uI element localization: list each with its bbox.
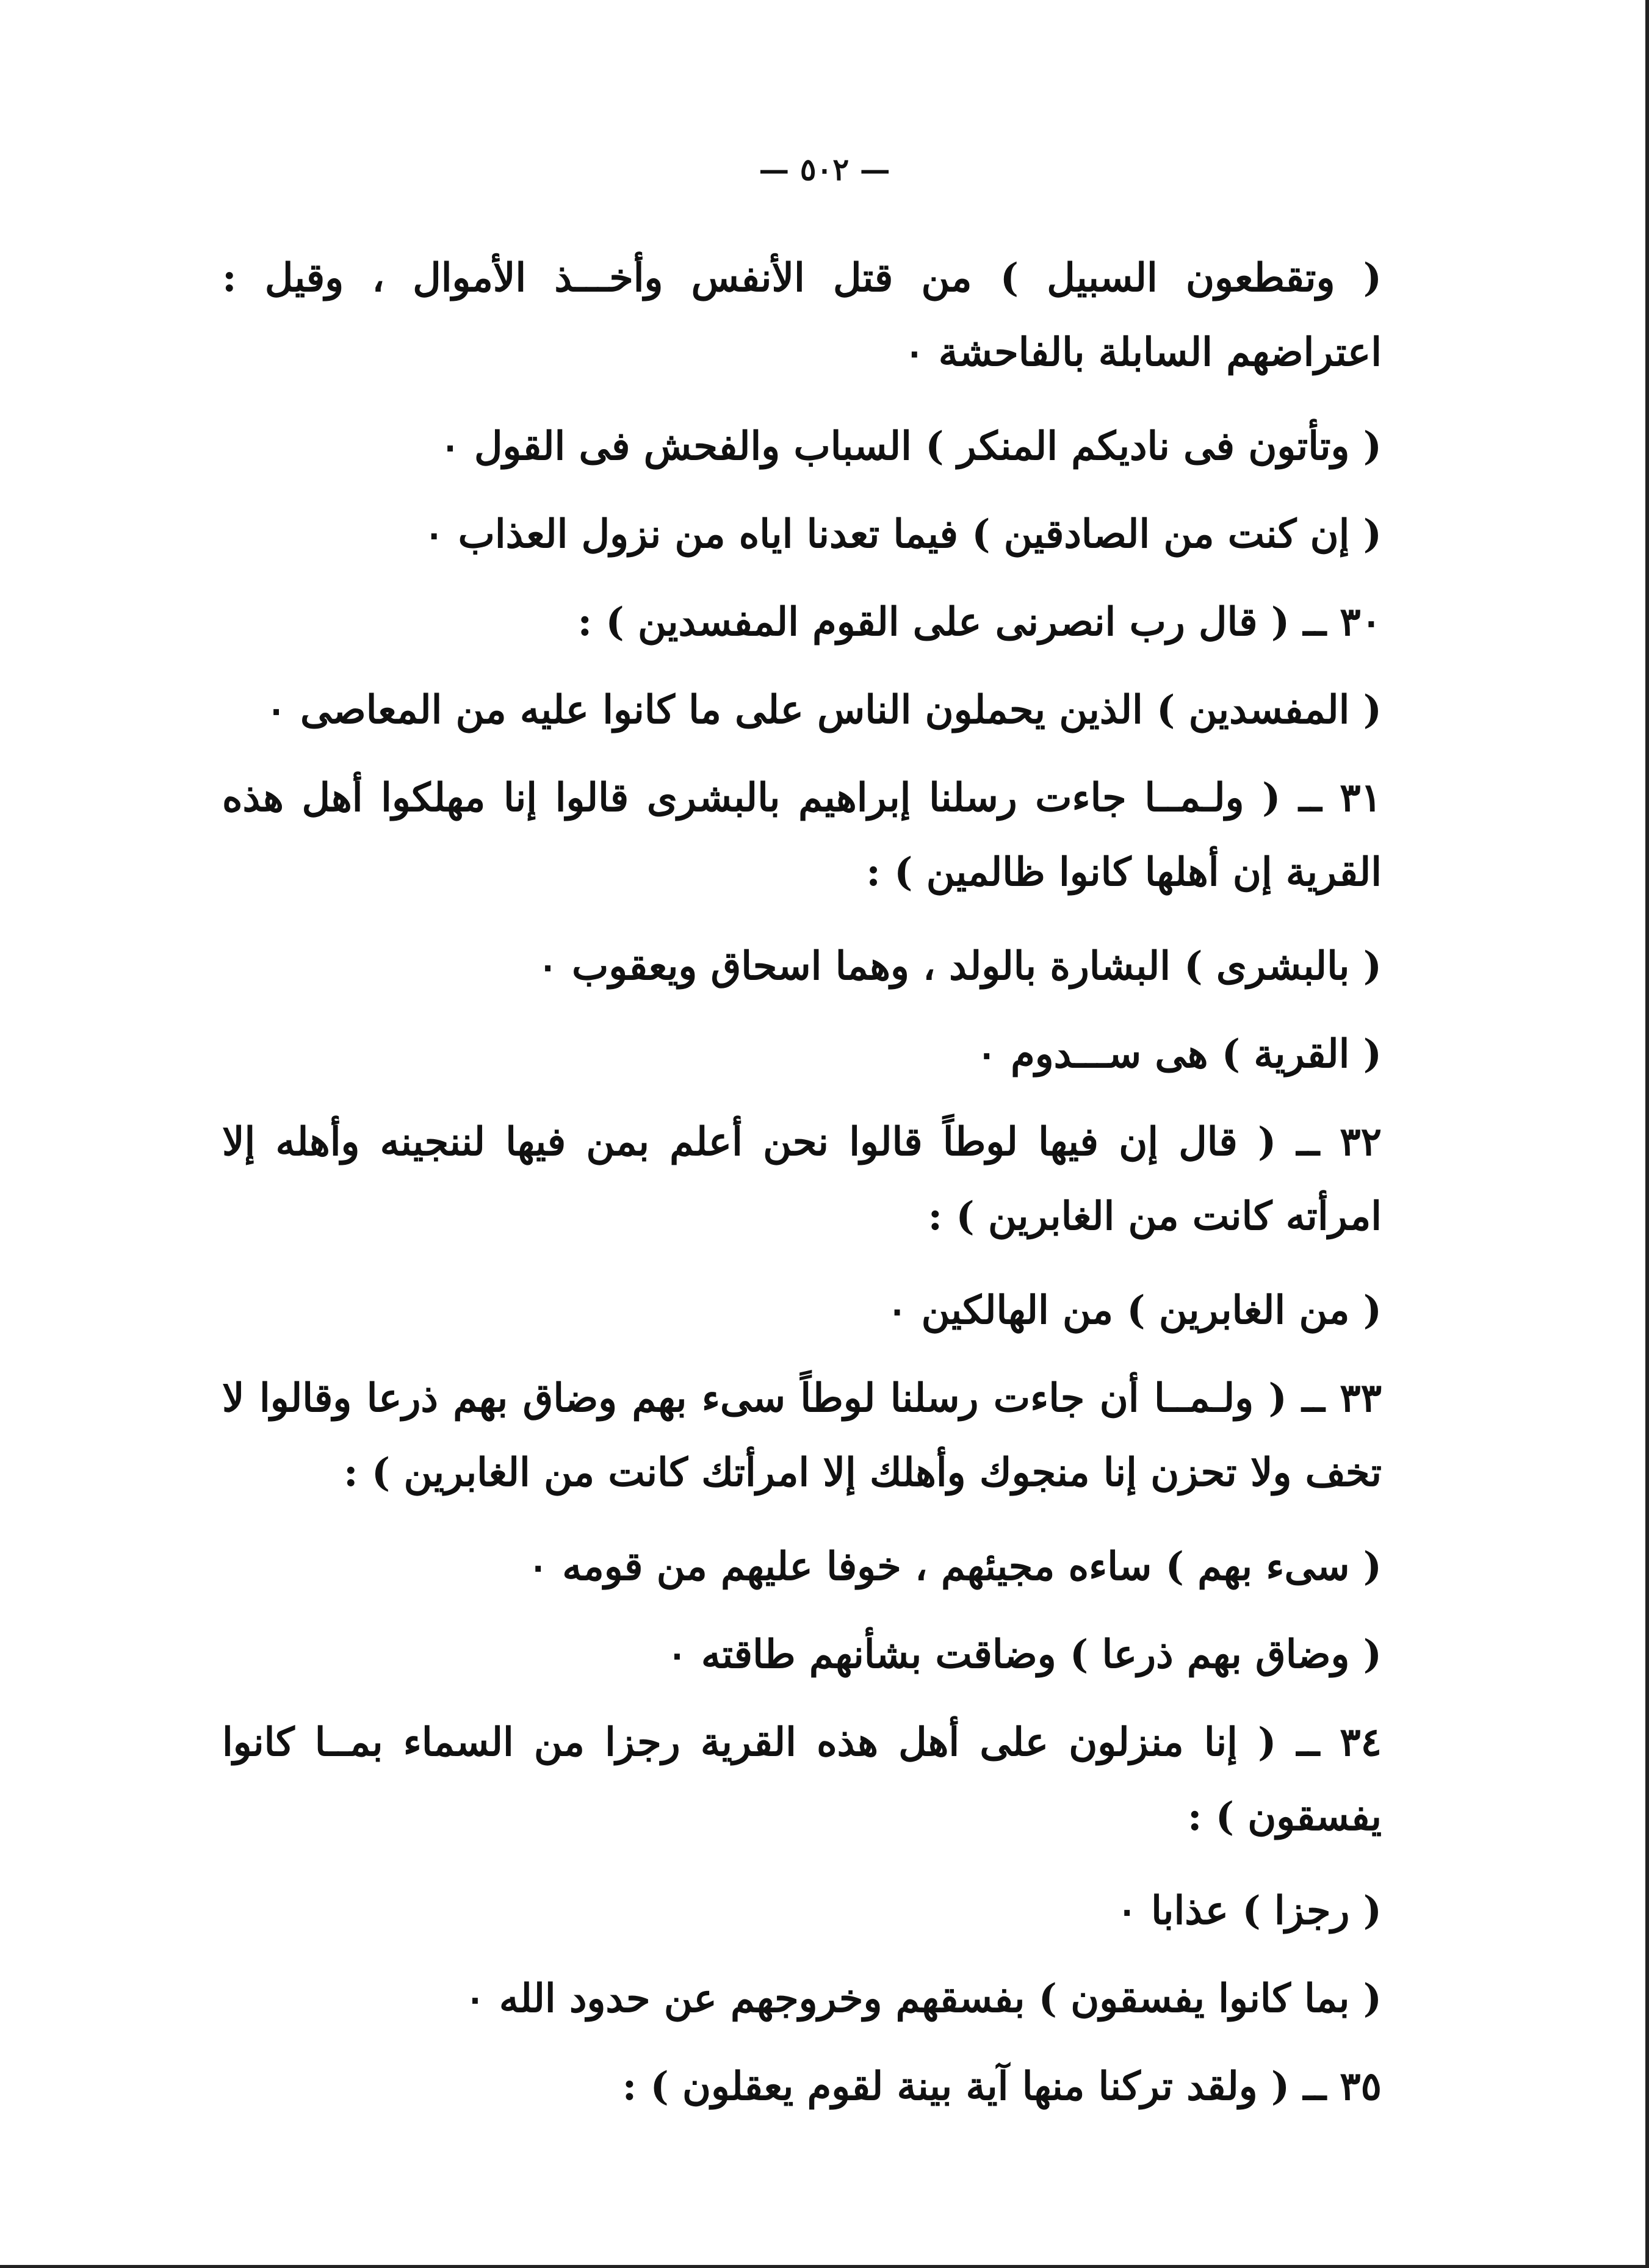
paragraph: ( بما كانوا يفسقون ) بفسقهم وخروجهم عن حدود الله ٠ [464,1976,1382,2021]
paragraph: ( من الغابرين ) من الهالكين ٠ [886,1287,1382,1333]
paragraph: ( إن كنت من الصادقين ) فيما تعدنا اياه من نزول العذاب ٠ [423,511,1382,557]
page-edge-right [1645,0,1649,2268]
paragraph: ٣٣ ــ ( ولـمــا أن جاءت رسلنا لوطاً سىء بهم وضاق بهم ذرعا وقالوا لا تخف ولا تحزن إنا منجوك وأهلك إلا امرأتك كانت من الغابرين ) : [222,1375,1382,1496]
page-edge-bottom [0,2265,1649,2268]
paragraph: ( بالبشرى ) البشارة بالولد ، وهما اسحاق ويعقوب ٠ [537,943,1382,989]
paragraph: ( وتأتون فى ناديكم المنكر ) السباب والفحش فى القول ٠ [439,423,1382,469]
paragraph: ٣٤ ــ ( إنا منزلون على أهل هذه القرية رجزا من السماء بمــا كانوا يفسقون ) : [222,1719,1382,1840]
paragraph: ٣٠ ــ ( قال رب انصرنى على القوم المفسدين ) : [577,599,1382,645]
paragraph: ( وتقطعون السبيل ) من قتل الأنفس وأخـــذ الأموال ، وقيل : اعتراضهم السابلة بالفاحشة ٠ [222,255,1382,375]
paragraph: ٣٢ ــ ( قال إن فيها لوطاً قالوا نحن أعلم بمن فيها لننجينه وأهله إلا امرأته كانت من الغابرين ) : [222,1119,1382,1239]
page-number: — ٥٠٢ — [759,151,890,187]
paragraph: ( وضاق بهم ذرعا ) وضاقت بشأنهم طاقته ٠ [666,1632,1382,1677]
paragraph: ( رجزا ) عذابا ٠ [1116,1888,1382,1934]
paragraph: ٣١ ــ ( ولـمــا جاءت رسلنا إبراهيم بالبشرى قالوا إنا مهلكوا أهل هذه القرية إن أهلها كانوا ظالمين ) : [222,775,1382,895]
paragraph: ( القرية ) هى ســـدوم ٠ [976,1031,1382,1077]
paragraph: ٣٥ ــ ( ولقد تركنا منها آية بينة لقوم يعقلون ) : [622,2064,1382,2109]
paragraph: ( المفسدين ) الذين يحملون الناس على ما كانوا عليه من المعاصى ٠ [265,687,1382,733]
page-body [222,241,1382,2124]
paragraph: ( سىء بهم ) ساءه مجيئهم ، خوفا عليهم من قومه ٠ [527,1544,1382,1589]
